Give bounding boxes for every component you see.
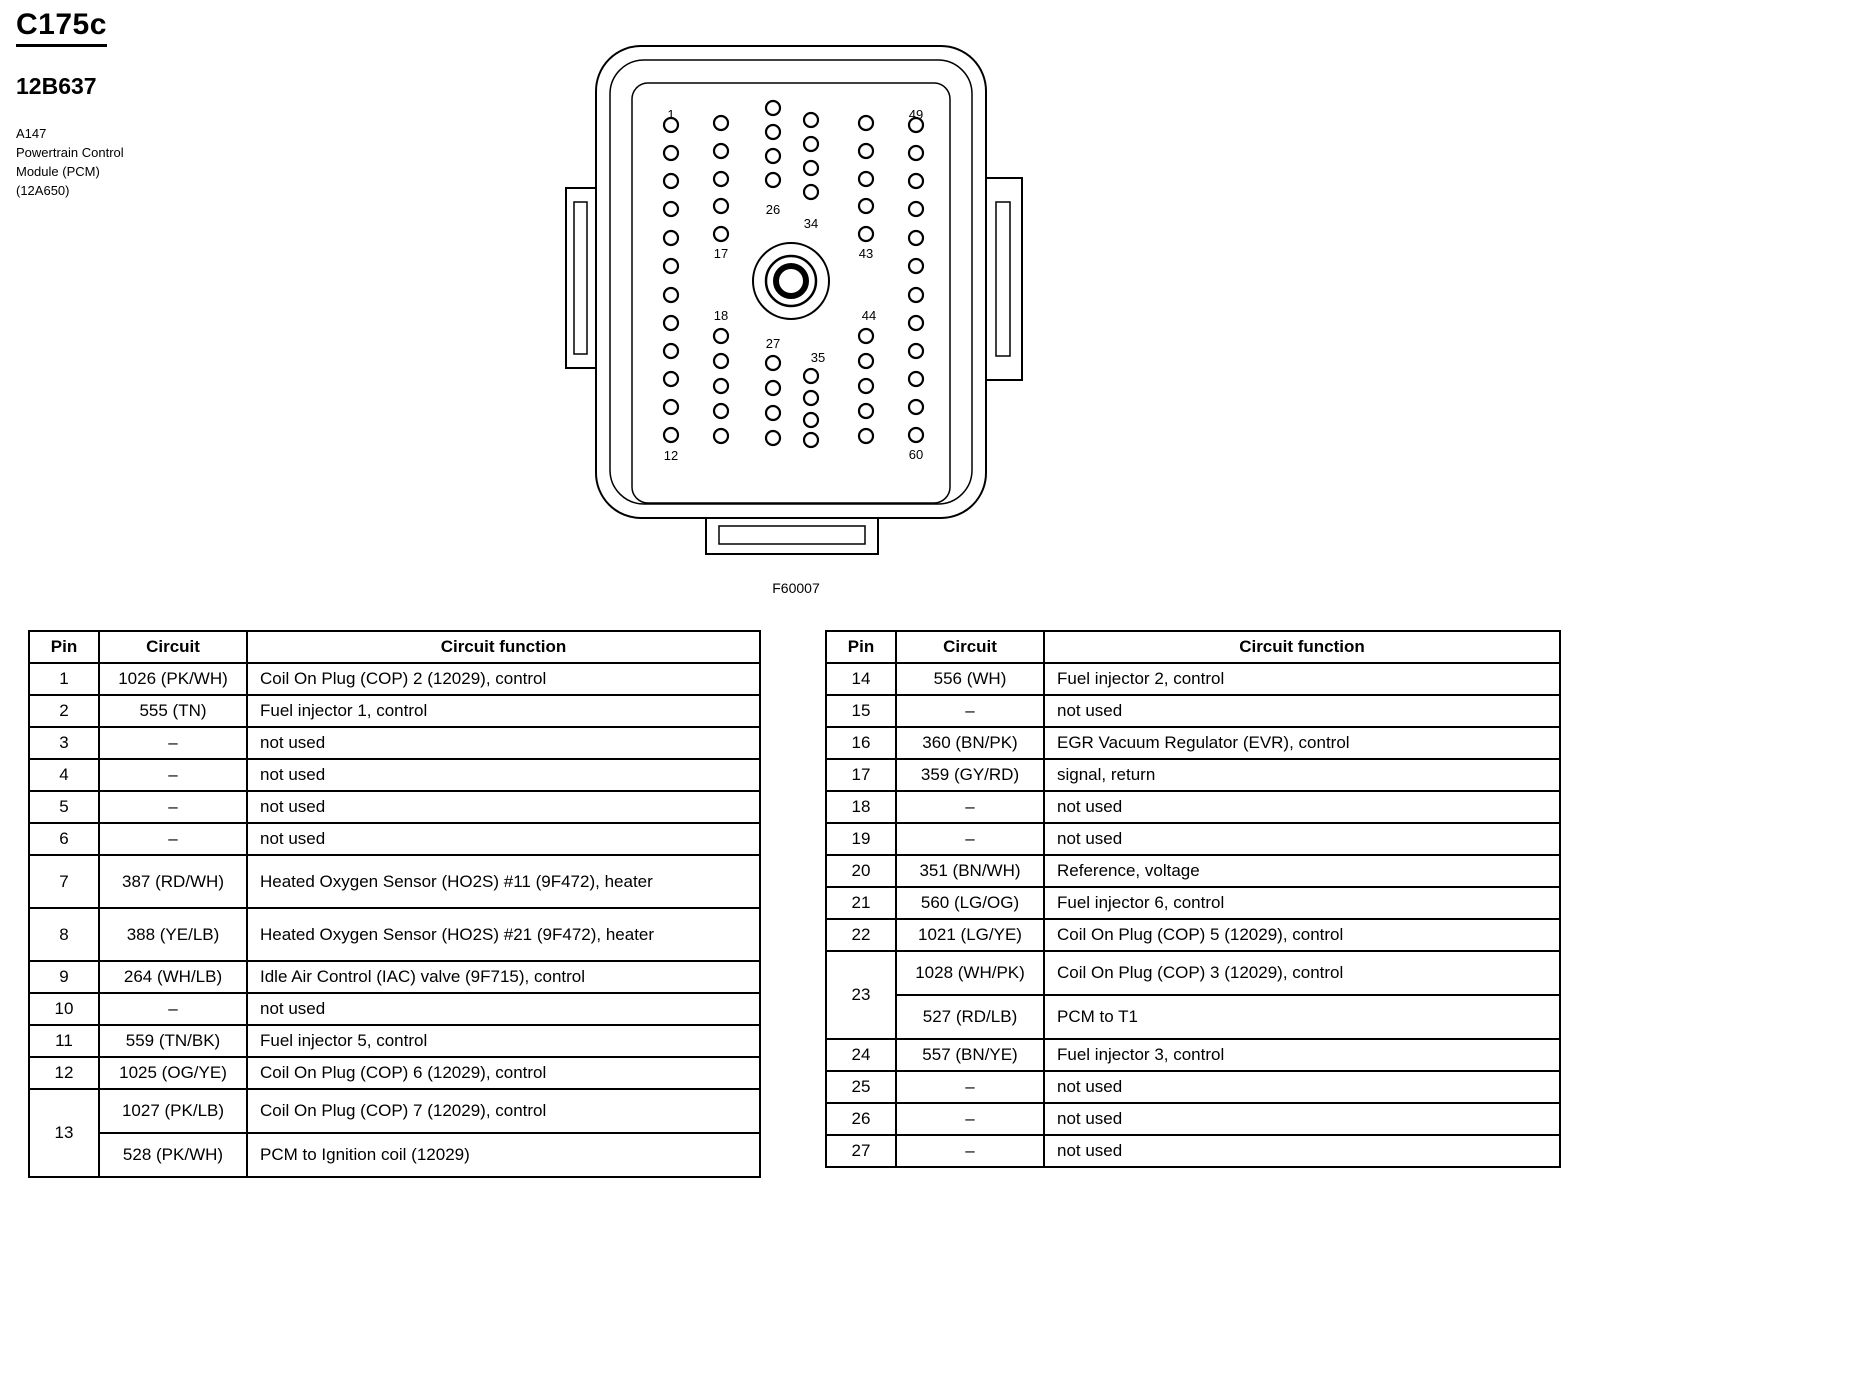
circuit-function-cell: Reference, voltage [1044, 855, 1560, 887]
circuit-function-cell: Coil On Plug (COP) 6 (12029), control [247, 1057, 760, 1089]
pin-hole [859, 354, 873, 368]
pin-label-1: 1 [667, 107, 675, 122]
pin-hole [909, 372, 923, 386]
circuit-function-cell: not used [247, 823, 760, 855]
pin-cell: 17 [826, 759, 896, 791]
circuit-cell: – [99, 791, 247, 823]
pin-hole [909, 231, 923, 245]
column-header: Circuit function [247, 631, 760, 663]
connector-diagram [556, 36, 1036, 596]
circuit-cell: – [896, 823, 1044, 855]
pin-cell: 13 [29, 1089, 99, 1177]
circuit-cell: 360 (BN/PK) [896, 727, 1044, 759]
connector-code: C175c [16, 8, 107, 47]
circuit-function-cell: not used [247, 727, 760, 759]
pin-cell: 19 [826, 823, 896, 855]
pin-hole [664, 316, 678, 330]
table-row [29, 727, 760, 759]
header-row [826, 631, 1560, 663]
circuit-cell: – [99, 727, 247, 759]
pin-hole [766, 431, 780, 445]
pin-cell: 25 [826, 1071, 896, 1103]
pin-hole [859, 172, 873, 186]
circuit-cell: 527 (RD/LB) [896, 995, 1044, 1039]
pin-hole [859, 144, 873, 158]
pin-hole [766, 381, 780, 395]
pin-hole [909, 400, 923, 414]
table-row [826, 823, 1560, 855]
pin-label-12: 12 [663, 448, 679, 463]
pin-hole [664, 400, 678, 414]
pin-hole [664, 231, 678, 245]
circuit-cell: 556 (WH) [896, 663, 1044, 695]
pin-hole [766, 356, 780, 370]
pin-label-27: 27 [765, 336, 781, 351]
pin-cell: 2 [29, 695, 99, 727]
pin-hole [714, 379, 728, 393]
pin-hole [909, 316, 923, 330]
page-header [16, 8, 124, 200]
pin-hole [804, 413, 818, 427]
pin-cell: 3 [29, 727, 99, 759]
pin-label-18: 18 [713, 308, 729, 323]
pin-hole [664, 146, 678, 160]
note-line: A147 [16, 126, 47, 141]
pin-cell: 12 [29, 1057, 99, 1089]
circuit-function-cell: Coil On Plug (COP) 3 (12029), control [1044, 951, 1560, 995]
pin-cell: 27 [826, 1135, 896, 1167]
column-header: Pin [29, 631, 99, 663]
circuit-function-cell: Idle Air Control (IAC) valve (9F715), control [247, 961, 760, 993]
pin-cell: 15 [826, 695, 896, 727]
pin-hole [664, 174, 678, 188]
circuit-cell: 359 (GY/RD) [896, 759, 1044, 791]
circuit-cell: 264 (WH/LB) [99, 961, 247, 993]
pin-hole [909, 259, 923, 273]
circuit-function-cell: not used [1044, 695, 1560, 727]
circuit-cell: – [99, 759, 247, 791]
pin-hole [766, 101, 780, 115]
pin-hole [766, 173, 780, 187]
circuit-function-cell: Coil On Plug (COP) 2 (12029), control [247, 663, 760, 695]
table-row [29, 1133, 760, 1177]
circuit-cell: 1021 (LG/YE) [896, 919, 1044, 951]
table-row [826, 887, 1560, 919]
circuit-cell: – [896, 1071, 1044, 1103]
pin-hole [909, 288, 923, 302]
pin-hole [714, 172, 728, 186]
circuit-function-cell: not used [247, 993, 760, 1025]
pin-label-60: 60 [908, 447, 924, 462]
table-row [826, 1071, 1560, 1103]
table-row [826, 951, 1560, 995]
pin-hole [714, 354, 728, 368]
pin-cell: 24 [826, 1039, 896, 1071]
circuit-function-cell: not used [247, 791, 760, 823]
table-row [29, 961, 760, 993]
pin-label-43: 43 [858, 246, 874, 261]
pin-hole [859, 379, 873, 393]
pin-hole [804, 391, 818, 405]
table-row [826, 919, 1560, 951]
pin-hole [859, 116, 873, 130]
circuit-function-cell: Fuel injector 5, control [247, 1025, 760, 1057]
circuit-cell: 557 (BN/YE) [896, 1039, 1044, 1071]
circuit-cell: 555 (TN) [99, 695, 247, 727]
pin-cell: 21 [826, 887, 896, 919]
pin-cell: 9 [29, 961, 99, 993]
pin-cell: 5 [29, 791, 99, 823]
pin-hole [714, 199, 728, 213]
pin-label-44: 44 [861, 308, 877, 323]
pin-hole [859, 227, 873, 241]
pin-cell: 8 [29, 908, 99, 961]
column-header: Circuit [896, 631, 1044, 663]
pin-hole [909, 344, 923, 358]
circuit-cell: 1025 (OG/YE) [99, 1057, 247, 1089]
circuit-function-cell: Coil On Plug (COP) 7 (12029), control [247, 1089, 760, 1133]
circuit-cell: 560 (LG/OG) [896, 887, 1044, 919]
pin-cell: 6 [29, 823, 99, 855]
pin-hole [714, 329, 728, 343]
pin-hole [664, 202, 678, 216]
circuit-cell: 1028 (WH/PK) [896, 951, 1044, 995]
circuit-cell: – [896, 695, 1044, 727]
table-row [29, 823, 760, 855]
pin-cell: 16 [826, 727, 896, 759]
pin-cell: 26 [826, 1103, 896, 1135]
pin-hole [909, 202, 923, 216]
circuit-function-cell: Fuel injector 1, control [247, 695, 760, 727]
pin-hole [664, 259, 678, 273]
circuit-function-cell: Fuel injector 6, control [1044, 887, 1560, 919]
pin-hole [909, 146, 923, 160]
column-header: Circuit [99, 631, 247, 663]
pin-cell: 11 [29, 1025, 99, 1057]
pin-hole [664, 288, 678, 302]
table-row [826, 1039, 1560, 1071]
pin-label-26: 26 [765, 202, 781, 217]
center-mount-hole [753, 243, 829, 319]
table-row [826, 855, 1560, 887]
table-row [29, 1025, 760, 1057]
table-row [826, 995, 1560, 1039]
table-row [29, 855, 760, 908]
pin-hole [804, 369, 818, 383]
pin-label-49: 49 [908, 107, 924, 122]
pin-hole [714, 227, 728, 241]
pin-hole [714, 116, 728, 130]
table-row [29, 791, 760, 823]
pin-hole [664, 372, 678, 386]
circuit-function-cell: Fuel injector 3, control [1044, 1039, 1560, 1071]
circuit-cell: 388 (YE/LB) [99, 908, 247, 961]
pin-hole [859, 329, 873, 343]
circuit-function-cell: not used [1044, 823, 1560, 855]
table-row [29, 759, 760, 791]
pin-hole [714, 429, 728, 443]
pin-hole [804, 113, 818, 127]
pin-hole [664, 344, 678, 358]
circuit-cell: 387 (RD/WH) [99, 855, 247, 908]
circuit-function-cell: Heated Oxygen Sensor (HO2S) #21 (9F472), heater [247, 908, 760, 961]
pin-hole [714, 404, 728, 418]
circuit-cell: – [896, 1135, 1044, 1167]
circuit-function-cell: signal, return [1044, 759, 1560, 791]
table-row [29, 993, 760, 1025]
circuit-function-cell: not used [1044, 1103, 1560, 1135]
table-row [826, 663, 1560, 695]
pin-hole [909, 428, 923, 442]
circuit-cell: – [99, 823, 247, 855]
pin-hole [804, 137, 818, 151]
pin-hole [859, 199, 873, 213]
pin-cell: 20 [826, 855, 896, 887]
circuit-cell: 559 (TN/BK) [99, 1025, 247, 1057]
column-header: Pin [826, 631, 896, 663]
pin-hole [766, 125, 780, 139]
pin-cell: 10 [29, 993, 99, 1025]
circuit-function-cell: not used [1044, 791, 1560, 823]
pin-cell: 4 [29, 759, 99, 791]
pinout-table-right [825, 630, 1561, 1168]
connector-drawing [556, 36, 1036, 576]
table-row [826, 759, 1560, 791]
table-row [29, 1057, 760, 1089]
table-row [29, 1089, 760, 1133]
pin-hole [766, 406, 780, 420]
table-row [29, 695, 760, 727]
pin-hole [909, 174, 923, 188]
pin-hole [714, 144, 728, 158]
pin-hole [804, 161, 818, 175]
pinout-table-left [28, 630, 761, 1178]
table-row [826, 791, 1560, 823]
circuit-function-cell: Heated Oxygen Sensor (HO2S) #11 (9F472), heater [247, 855, 760, 908]
table-row [29, 908, 760, 961]
circuit-cell: – [896, 1103, 1044, 1135]
circuit-cell: – [896, 791, 1044, 823]
note-line: Powertrain Control [16, 145, 124, 160]
pin-label-17: 17 [713, 246, 729, 261]
circuit-function-cell: Coil On Plug (COP) 5 (12029), control [1044, 919, 1560, 951]
note-line: Module (PCM) [16, 164, 100, 179]
circuit-function-cell: not used [247, 759, 760, 791]
component-note [16, 124, 124, 200]
pin-cell: 22 [826, 919, 896, 951]
pin-hole [804, 185, 818, 199]
circuit-function-cell: PCM to Ignition coil (12029) [247, 1133, 760, 1177]
pin-cell: 1 [29, 663, 99, 695]
circuit-function-cell: not used [1044, 1135, 1560, 1167]
table-row [826, 1135, 1560, 1167]
pin-cell: 23 [826, 951, 896, 1039]
pin-hole [859, 404, 873, 418]
circuit-function-cell: EGR Vacuum Regulator (EVR), control [1044, 727, 1560, 759]
pin-cell: 18 [826, 791, 896, 823]
pin-hole [766, 149, 780, 163]
circuit-cell: 351 (BN/WH) [896, 855, 1044, 887]
table-row [29, 663, 760, 695]
pin-hole [664, 428, 678, 442]
note-line: (12A650) [16, 183, 70, 198]
table-row [826, 727, 1560, 759]
pin-label-35: 35 [810, 350, 826, 365]
column-header: Circuit function [1044, 631, 1560, 663]
circuit-cell: – [99, 993, 247, 1025]
figure-caption: F60007 [772, 580, 820, 596]
pin-hole [859, 429, 873, 443]
circuit-cell: 528 (PK/WH) [99, 1133, 247, 1177]
table-row [826, 1103, 1560, 1135]
part-number: 12B637 [16, 73, 97, 99]
circuit-function-cell: PCM to T1 [1044, 995, 1560, 1039]
table-row [826, 695, 1560, 727]
circuit-function-cell: not used [1044, 1071, 1560, 1103]
pin-cell: 14 [826, 663, 896, 695]
circuit-cell: 1027 (PK/LB) [99, 1089, 247, 1133]
circuit-function-cell: Fuel injector 2, control [1044, 663, 1560, 695]
header-row [29, 631, 760, 663]
circuit-cell: 1026 (PK/WH) [99, 663, 247, 695]
pin-label-34: 34 [803, 216, 819, 231]
pin-cell: 7 [29, 855, 99, 908]
pin-hole [804, 433, 818, 447]
